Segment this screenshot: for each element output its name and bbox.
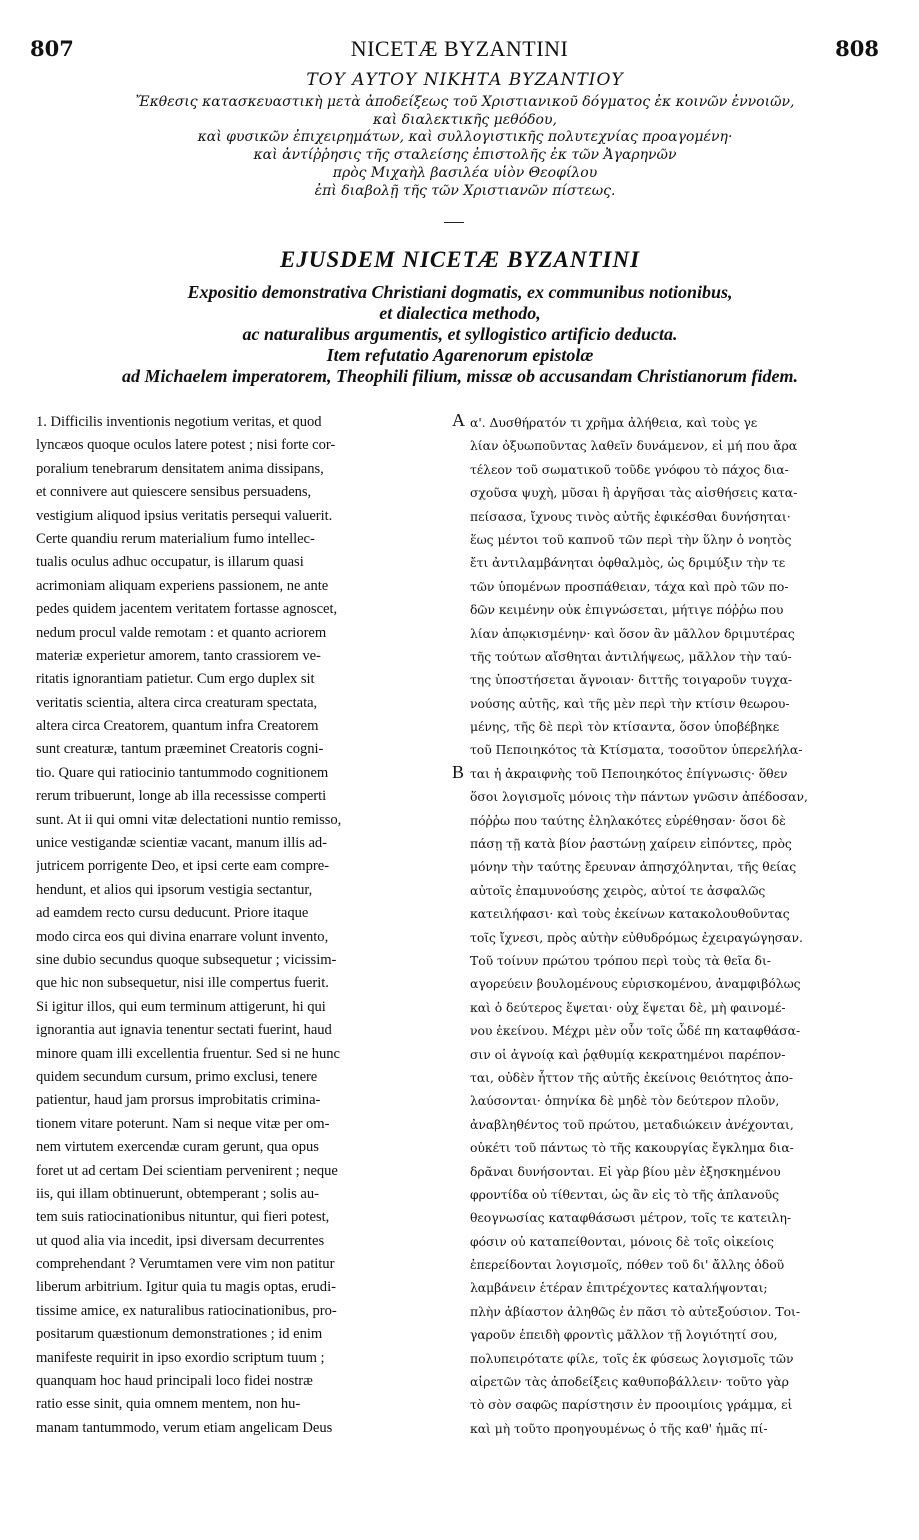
greek-heading-line: πρὸς Μιχαὴλ βασιλέα υἱὸν Θεοφίλου — [332, 164, 598, 181]
latin-text-line: poralium tenebrarum densitatem anima dissipans, — [36, 460, 324, 477]
greek-heading-line: καὶ διαλεκτικῆς μεθόδου, — [373, 111, 557, 128]
greek-text-line: τῶν ὑπομένων προσπάθειαν, τάχα καὶ πρὸ τῶν πο- — [470, 578, 789, 594]
page-number-left: 807 — [30, 36, 74, 61]
greek-text-line: της ὑποστήσεται ἄγνοιαν· διττῆς τοιγαροῦν τυγχα- — [470, 672, 793, 688]
section-marker-a: A — [452, 410, 465, 430]
greek-text-line: ἕως μέντοι τοῦ καπνοῦ τῶν περὶ τὴν ὕλην ὁ νοητὸς — [470, 531, 792, 547]
latin-heading-line: Expositio demonstrativa Christiani dogmatis, ex communibus notionibus, — [187, 282, 733, 302]
latin-text-line: tissime amice, ex naturalibus ratiocinationibus, pro- — [36, 1302, 337, 1319]
greek-text-line: α'. Δυσθήρατόν τι χρῆμα ἀλήθεια, καὶ τοὺς γε — [470, 415, 758, 430]
greek-text-line: τέλεον τοῦ σωματικοῦ τοῦδε γνόφου τὸ πάχος δια- — [470, 461, 789, 477]
latin-text-line: nem virtutem exercendæ curam gerunt, qua opus — [36, 1139, 319, 1156]
latin-text-line: tem suis ratiocinationibus nituntur, qui fieri potest, — [36, 1209, 330, 1226]
latin-text-line: rerum tribuerunt, longe ab illa recessisse comperti — [36, 788, 327, 805]
latin-text-line: tio. Quare qui ratiocinio tantummodo cognitionem — [36, 764, 329, 781]
greek-text-line: σιν οἱ ἀγνοίᾳ καὶ ῥᾳθυμίᾳ κεκρατημένοι παρέπον- — [470, 1046, 786, 1062]
greek-text-line: λίαν ἀπῳκισμένην· καὶ ὅσον ἂν μᾶλλον δριμυτέρας — [470, 625, 795, 641]
latin-text-line: patientur, haud jam prorsus improbitatis crimina- — [36, 1092, 321, 1109]
greek-text-line: πείσασα, ἴχνους τινὸς αὐτῆς ἐφικέσθαι δυνήσηται· — [470, 508, 791, 524]
separator-rule — [444, 222, 464, 223]
latin-text-column — [36, 411, 450, 1440]
greek-heading-line: Ἔκθεσις κατασκευαστικὴ μετὰ ἀποδείξεως τοῦ Χριστιανικοῦ δόγματος ἐκ κοινῶν ἐννοιῶν, — [135, 94, 795, 110]
latin-text-line: liberum arbitrium. Igitur quia tu magis optas, erudi- — [36, 1279, 336, 1296]
latin-text-line: positarum quæstionum demonstrationes ; id enim — [36, 1326, 323, 1343]
latin-text-line: minore quam illi excellentia fruentur. Sed si ne hunc — [36, 1045, 340, 1062]
greek-text-line: θεογνωσίας καταφθάσωσι μέτρον, τοῖς τε κατειλη- — [470, 1210, 792, 1226]
greek-text-line: γαροῦν ἐπειδὴ φροντὶς μᾶλλον τῇ λογιότητί σου, — [470, 1327, 778, 1343]
latin-heading-line: et dialectica methodo, — [379, 303, 541, 323]
latin-text-line: ritatis ignorantiam patietur. Cum ergo duplex sit — [36, 671, 315, 688]
greek-text-line: καὶ μὴ τοῦτο προηγουμένως ὁ τῆς καθ' ἡμᾶς πί- — [470, 1420, 768, 1436]
latin-text-line: ut quod alia via incedit, ipsi diversam decurrentes — [36, 1232, 325, 1249]
greek-text-line: ἀναβληθέντος τοῦ πρώτου, μεταδιώκειν ἀνέχονται, — [470, 1116, 794, 1132]
greek-text-line: μένης, τῆς δὲ περὶ τὸν κτίσαντα, ὅσον ὑποβέβηκε — [470, 719, 780, 735]
latin-text-line: sunt. At ii qui omni vitæ delectationi nuntio remisso, — [36, 811, 342, 828]
greek-text-line: τῆς τούτων αἴσθηται ἀντιλήψεως, μᾶλλον τὴν ταύ- — [470, 648, 792, 664]
greek-heading-line: καὶ φυσικῶν ἐπιχειρημάτων, καὶ συλλογιστικῆς πολυτεχνίας προαγομένη· — [197, 129, 733, 146]
greek-heading — [40, 68, 890, 200]
latin-text-line: jutricem porrigente Deo, et ipsi certe eam compre- — [36, 858, 329, 875]
greek-text-line: νου ἐκείνου. Μέχρι μὲν οὖν τοῖς ὧδέ πη καταφθάσα- — [470, 1023, 801, 1039]
greek-text-line: λίαν ὀξυωποῦντας λαθεῖν δυνάμενον, εἰ μή που ἄρα — [470, 438, 798, 454]
greek-heading-title: ΤΟΥ ΑΥΤΟΥ ΝΙΚΗΤΑ ΒΥΖΑΝΤΙΟΥ — [306, 70, 624, 90]
latin-text-line: quanquam hoc haud principali loco fidei nostræ — [36, 1373, 313, 1390]
greek-text-line: αὐτοῖς ἐπαμυνούσης χειρὸς, αὐτοί τε ἀσφαλῶς — [470, 882, 766, 898]
greek-heading-line: ἐπὶ διαβολῇ τῆς τῶν Χριστιανῶν πίστεως. — [314, 182, 616, 199]
latin-text-line: modo circa eos qui divina enarrare volunt invento, — [36, 928, 329, 945]
greek-text-line: αγορεύειν βουλομένους εὑρισκομένου, ἀναμφιβόλως — [470, 976, 801, 992]
latin-text-line: altera circa Creatorem, quantum infra Creatorem — [36, 718, 319, 735]
running-title: NICETÆ BYZANTINI — [350, 36, 569, 61]
page-number-right: 808 — [835, 36, 879, 61]
greek-text-line: κατειλήφασι· καὶ τοὺς ἐκείνων κατακολουθοῦντας — [470, 906, 790, 922]
latin-heading-line: ad Michaelem imperatorem, Theophili filium, missæ ob accusandam Christianorum fidem. — [121, 366, 799, 386]
latin-text-line: ignorantia aut ignavia tenentur sectati fuerint, haud — [36, 1022, 332, 1039]
greek-text-line: τοῖς ἴχνεσι, πρὸς αὐτὴν εὐθυδρόμως ἐχειραγώγησαν. — [470, 929, 803, 945]
greek-text-line: ται ἡ ἀκραιφνὴς τοῦ Πεποιηκότος ἐπίγνωσις· ὅθεν — [470, 765, 788, 781]
latin-text-line: tualis oculus adhuc occupatur, is illarum quasi — [36, 554, 304, 571]
greek-text-line: μόνην τὴν ταύτης ἔρευναν ἀπησχόληνται, τῆς θείας — [470, 859, 797, 875]
latin-text-line: sunt creaturæ, tantum præeminet Creatoris cogni- — [36, 741, 324, 758]
latin-text-line: nedum procul valde remotam : et quanto acriorem — [36, 624, 327, 641]
greek-text-line: δρᾶναι δυνήσονται. Εἰ γὰρ βίου μὲν ἐξησκημένου — [470, 1163, 781, 1179]
greek-text-line: φόσιν οὐ καταπείθονται, μόνοις δὲ τοῖς οἰκείοις — [470, 1233, 774, 1249]
greek-text-line: Τοῦ τοίνυν πρώτου τρόπου περὶ τοὺς τὰ θεῖα δι- — [470, 952, 771, 968]
greek-text-line: ἔτι ἀντιλαμβάνηται ὀφθαλμὸς, ὡς δριμύξιν τὴν τε — [470, 555, 786, 571]
latin-text-line: lyncæos quoque oculos latere potest ; nisi forte cor- — [36, 437, 336, 454]
greek-text-line: πόῤῥω που ταύτης ἐληλακότες εὑρέθησαν· ὅσοι δὲ — [470, 812, 786, 828]
latin-text-line: materiæ experietur amorem, tanto crassiorem ve- — [36, 647, 321, 664]
greek-text-line: νούσης αὐτῆς, καὶ τῆς μὲν περὶ τὴν κτίσιν θεωρου- — [470, 695, 790, 711]
latin-text-line: pedes quidem jacentem veritatem fortasse agnoscet, — [36, 601, 338, 618]
latin-text-line: unice vestigandæ scientiæ vacant, manum illis ad- — [36, 835, 327, 852]
latin-text-line: hendunt, et alios qui ipsorum vestigia sectantur, — [36, 881, 313, 898]
section-marker-b: B — [452, 762, 465, 782]
greek-text-line: λαύσονται· ὁπηνίκα δὲ μηδὲ τὸν δεύτερον πλοῦν, — [470, 1093, 780, 1109]
greek-heading-line: καὶ ἀντίῤῥησις τῆς σταλείσης ἐπιστολῆς ἐκ τῶν Ἀγαρηνῶν — [253, 147, 677, 164]
latin-text-line: vestigium aliquod ipsius veritatis persequi valuerit. — [36, 507, 333, 524]
latin-text-line: ratio esse sinit, quia omnem mentem, non hu- — [36, 1396, 301, 1413]
greek-text-line: ἐπερείδονται λογισμοῖς, πόθεν τοῦ δι' ἄλλης ὁδοῦ — [470, 1257, 785, 1273]
greek-text-line: σχοῦσα ψυχὴ, μῦσαι ἢ ἀργῆσαι τὰς αἰσθήσεις κατα- — [470, 485, 798, 501]
latin-heading-line: ac naturalibus argumentis, et syllogistico artificio deducta. — [242, 324, 678, 344]
greek-text-line: αἱρετῶν τὰς ἀποδείξεις καθυποβάλλειν· τοῦτο γὰρ — [470, 1374, 789, 1390]
latin-text-line: 1. Difficilis inventionis negotium veritas, et quod — [36, 414, 322, 430]
greek-text-line: ὅσοι λογισμοῖς μόνοις τὴν πάντων γνῶσιν ἀπέδοσαν, — [470, 789, 808, 805]
latin-text-line: veritatis scientia, altera circa creaturam spectata, — [36, 694, 318, 711]
latin-text-line: comprehendant ? Verumtamen vere vim non patitur — [36, 1256, 335, 1273]
latin-text-line: ad eamdem recto cursu deducunt. Priore itaque — [36, 905, 309, 922]
greek-text-line: λαμβάνειν ἑτέραν ἐπιτρέχοντες καταλήψονται; — [470, 1280, 768, 1296]
greek-text-line: πολυπειρότατε φίλε, τοῖς ἐκ φύσεως λογισμοῖς τῶν — [470, 1350, 794, 1366]
latin-text-line: Si igitur illos, qui eum terminum attigerunt, hi qui — [36, 998, 326, 1015]
latin-heading-title: EJUSDEM NICETÆ BYZANTINI — [279, 247, 641, 272]
greek-text-line: δῶν κειμένην οὐκ ἐπιγνώσεται, μήτιγε πόῤῥω που — [470, 602, 784, 618]
greek-text-line: τοῦ Πεποιηκότος τὰ Κτίσματα, τοσοῦτον ὑπερελήλα- — [470, 742, 803, 758]
greek-text-line: οὐκέτι τοῦ πάντως τὸ τῆς κακουργίας ἔγκλημα δια- — [470, 1140, 794, 1156]
latin-text-line: acrimoniam aliquam experiens passionem, ne ante — [36, 577, 329, 594]
latin-text-line: et connivere aut quiescere sensibus persuadens, — [36, 484, 312, 501]
latin-text-line: iis, qui illam obtinuerunt, obtemperant ; solis au- — [36, 1185, 319, 1202]
latin-text-line: Certe quandiu rerum materialium fumo intellec- — [36, 530, 315, 547]
running-head — [0, 36, 919, 66]
greek-text-line: πλὴν ἀβίαστον ἀληθῶς ἐν πᾶσι τὸ αὐτεξούσιον. Τοι- — [470, 1303, 801, 1319]
greek-text-line: τὸ σὸν σαφῶς παρίστησιν ἐν προοιμίοις γράμμα, εἰ — [470, 1397, 793, 1413]
latin-text-line: quidem secundum cursum, primo exclusi, tenere — [36, 1068, 318, 1085]
greek-text-line: καὶ ὁ δεύτερος ἕψεται· οὐχ ἕψεται δὲ, μὴ φαινομέ- — [470, 999, 786, 1015]
latin-text-line: que hic non subsequetur, nisi ille compertus fuerit. — [36, 975, 329, 992]
latin-text-line: tionem vitare poterunt. Nam si neque vitæ per om- — [36, 1115, 330, 1132]
greek-text-line: πάσῃ τῇ κατὰ βίον ῥαστώνῃ χαίρειν εἰπόντες, πρὸς — [470, 836, 792, 852]
greek-text-column — [470, 411, 880, 1440]
greek-text-line: φροντίδα οὐ τίθενται, ὡς ἂν εἰς τὸ τῆς ἀπλανοῦς — [470, 1186, 779, 1202]
latin-heading — [20, 244, 900, 387]
latin-text-line: foret ut ad certam Dei scientiam pervenirent ; neque — [36, 1162, 338, 1179]
latin-heading-line: Item refutatio Agarenorum epistolæ — [326, 345, 594, 365]
greek-text-line: ται, οὐδὲν ἧττον τῆς αὐτῆς ἐκείνοις θειότητος ἀπο- — [470, 1069, 793, 1085]
latin-text-line: sine dubio secundus quoque subsequetur ; vicissim- — [36, 951, 337, 968]
latin-text-line: manifeste requirit in ipso exordio scriptum tuum ; — [36, 1349, 325, 1366]
latin-text-line: manam tantummodo, verum etiam angelicam Deus — [36, 1419, 333, 1436]
